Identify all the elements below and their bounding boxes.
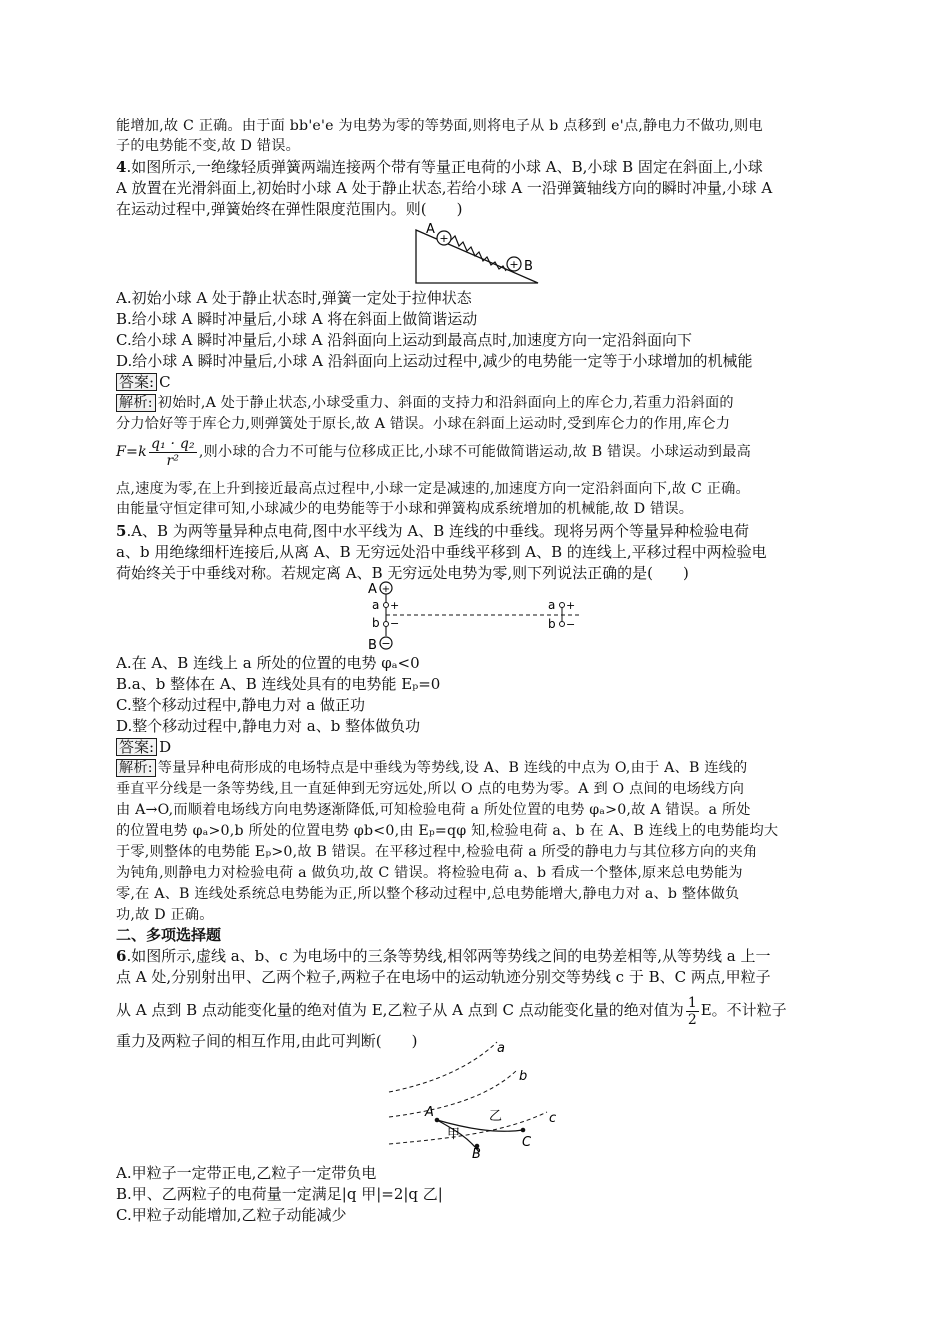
- q5-analysis-line-8: 功,故 D 正确。: [116, 907, 214, 923]
- label-jia: 甲: [447, 1127, 461, 1142]
- equipotential-a: [389, 1042, 497, 1092]
- q6-stem-line-3: 从 A 点到 B 点动能变化量的绝对值为 E,乙粒子从 A 点到 C 点动能变化量的绝对值为 $\frac{1}{2}$ E。不计粒子: [116, 994, 787, 1028]
- label-b: b: [519, 1069, 528, 1084]
- q5-analysis-line-3: 由 A→O,而顺着电场线方向电势逐渐降低,可知检验电荷 a 所处位置的电势 φₐ>0,故 A 错误。a 所处: [116, 802, 751, 818]
- label-B: B: [368, 638, 377, 653]
- label-A: A: [368, 582, 377, 597]
- plus-left: +: [390, 599, 400, 612]
- test-charge-b-right: [560, 622, 565, 627]
- answer-tag: 答案:: [116, 738, 157, 756]
- q5-option-d: D.整个移动过程中,静电力对 a、b 整体做负功: [116, 717, 421, 735]
- answer-value: C: [159, 373, 171, 391]
- q4-stem-line-1: 4.如图所示,一绝缘轻质弹簧两端连接两个带有等量正电荷的小球 A、B,小球 B 固定在斜面上,小球: [116, 158, 763, 176]
- q4-stem-line-3: 在运动过程中,弹簧始终在弹性限度范围内。则( ): [116, 200, 463, 218]
- label-C: C: [522, 1135, 532, 1150]
- q4-analysis-line-2: 分力恰好等于库仑力,则弹簧处于原长,故 A 错误。小球在斜面上运动时,受到库仑力的作用,库仑力: [116, 416, 731, 432]
- q4-option-d: D.给小球 A 瞬时冲量后,小球 A 沿斜面向上运动过程中,减少的电势能一定等于小球增加的机械能: [116, 352, 753, 370]
- charge-A-plus: +: [381, 584, 391, 595]
- q5-analysis-line-1: 解析: 等量异种电荷形成的电场特点是中垂线为等势线,设 A、B 连线的中点为 O,由于 A、B 连线的: [116, 758, 836, 778]
- test-charge-b-left: [384, 622, 389, 627]
- test-charge-a-left: [384, 603, 389, 608]
- label-b-right: b: [548, 617, 556, 631]
- point-A: [435, 1118, 440, 1123]
- q5-stem-line-1: 5.A、B 为两等量异种点电荷,图中水平线为 A、B 连线的中垂线。现将另两个等量异种检验电荷: [116, 522, 749, 540]
- q5-answer: [116, 737, 836, 757]
- section-heading: 二、多项选择题: [116, 926, 222, 944]
- label-a-left: a: [372, 598, 380, 612]
- minus-left: −: [390, 617, 400, 630]
- q5-analysis-line-5: 于零,则整体的电势能 Eₚ>0,故 B 错误。在平移过程中,检验电荷 a 所受的静电力与其位移方向的夹角: [116, 844, 758, 860]
- label-yi: 乙: [489, 1109, 503, 1124]
- prev-analysis-line-1: 能增加,故 C 正确。由于面 bb'e'e 为电势为零的等势面,则将电子从 b 点移到 e'点,静电力不做功,则电: [116, 118, 763, 134]
- q5-stem-line-2: a、b 用绝缘细杆连接后,从离 A、B 无穷远处沿中垂线平移到 A、B 的连线上,平移过程中两检验电: [116, 543, 767, 561]
- ball-b-plus: +: [509, 258, 519, 271]
- q5-option-b: B.a、b 整体在 A、B 连线处具有的电势能 Eₚ=0: [116, 675, 441, 693]
- q4-option-b: B.给小球 A 瞬时冲量后,小球 A 将在斜面上做简谐运动: [116, 310, 478, 328]
- charge-B-minus: −: [381, 637, 391, 650]
- q5-stem-line-3: 荷始终关于中垂线对称。若规定离 A、B 无穷远处电势为零,则下列说法正确的是( ): [116, 564, 689, 582]
- analysis-tag: 解析:: [116, 759, 156, 777]
- q5-analysis-line-2: 垂直平分线是一条等势线,且一直延伸到无穷远处,所以 O 点的电势为零。A 到 O 点间的电场线方向: [116, 781, 745, 797]
- q6-option-c: C.甲粒子动能增加,乙粒子动能减少: [116, 1206, 347, 1224]
- q6-number: 6: [116, 947, 127, 965]
- q5-analysis-line-7: 零,在 A、B 连线处系统总电势能为正,所以整个移动过程中,总电势能增大,静电力对 a、b 整体做负: [116, 886, 740, 902]
- test-charge-a-right: [560, 603, 565, 608]
- q4-option-a: A.初始小球 A 处于静止状态时,弹簧一定处于拉伸状态: [116, 289, 472, 307]
- q4-analysis-line-1: 解析: 初始时,A 处于静止状态,小球受重力、斜面的支持力和沿斜面向上的库仑力,若重力沿斜面的: [116, 393, 836, 413]
- label-a: a: [497, 1041, 505, 1056]
- ball-a-plus: +: [439, 232, 449, 245]
- incline-triangle: [416, 230, 538, 283]
- q4-number: 4: [116, 158, 127, 176]
- q6-option-b: B.甲、乙两粒子的电荷量一定满足|q 甲|=2|q 乙|: [116, 1185, 443, 1203]
- q5-analysis-line-6: 为钝角,则静电力对检验电荷 a 做负功,故 C 错误。将检验电荷 a、b 看成一个整体,原来总电势能为: [116, 865, 743, 881]
- q5-analysis-line-4: 的位置电势 φₐ>0,b 所处的位置电势 φb<0,由 Eₚ=qφ 知,检验电荷 a、b 在 A、B 连线上的电势能均大: [116, 823, 779, 839]
- label-a: A: [426, 222, 435, 237]
- point-C: [521, 1128, 526, 1133]
- q4-answer: [116, 372, 836, 392]
- q4-option-c: C.给小球 A 瞬时冲量后,小球 A 沿斜面向上运动到最高点时,加速度方向一定沿斜面向下: [116, 331, 692, 349]
- label-c: c: [549, 1111, 557, 1126]
- analysis-tag: 解析:: [116, 394, 156, 412]
- q6-stem-line-4: 重力及两粒子间的相互作用,由此可判断( ): [116, 1032, 418, 1050]
- q4-stem-line-2: A 放置在光滑斜面上,初始时小球 A 处于静止状态,若给小球 A 一沿弹簧轴线方向的瞬时冲量,小球 A: [116, 179, 773, 197]
- spring: [451, 236, 506, 271]
- label-b: B: [524, 259, 533, 274]
- q4-incline-figure: [410, 218, 550, 288]
- half-fraction: $\frac{1}{2}$: [687, 994, 697, 1028]
- label-A: A: [425, 1105, 434, 1120]
- q5-option-a: A.在 A、B 连线上 a 所处的位置的电势 φₐ<0: [116, 654, 420, 672]
- q6-equipotential-figure: [385, 1040, 575, 1160]
- coulomb-fraction: $\frac{\text{q₁ · q₂}}{\text{r²}}$: [150, 435, 195, 469]
- plus-right: +: [566, 599, 576, 612]
- label-a-right: a: [548, 598, 556, 612]
- q4-analysis-line-5: 由能量守恒定律可知,小球减少的电势能等于小球和弹簧构成系统增加的机械能,故 D 错误。: [116, 501, 694, 517]
- q6-option-a: A.甲粒子一定带正电,乙粒子一定带负电: [116, 1164, 377, 1182]
- q5-number: 5: [116, 522, 127, 540]
- q5-option-c: C.整个移动过程中,静电力对 a 做正功: [116, 696, 365, 714]
- q6-stem-line-1: 6.如图所示,虚线 a、b、c 为电场中的三条等势线,相邻两等势线之间的电势差相等,从等势线 a 上一: [116, 947, 771, 965]
- q4-analysis-line-4: 点,速度为零,在上升到接近最高点过程中,小球一定是减速的,加速度方向一定沿斜面向下,故 C 正确。: [116, 481, 750, 497]
- answer-value: D: [159, 738, 172, 756]
- q4-analysis-line-3: F=k $\frac{\text{q₁ · q₂}}{\text{r²}}$ ,则小球的合力不可能与位移成正比,小球不可能做简谐运动,故 B 错误。小球运动到最高: [116, 435, 751, 469]
- answer-tag: 答案:: [116, 373, 157, 391]
- q6-stem-line-2: 点 A 处,分别射出甲、乙两个粒子,两粒子在电场中的运动轨迹分别交等势线 c 于 B、C 两点,甲粒子: [116, 968, 771, 986]
- q5-charges-figure: [366, 579, 596, 653]
- label-B: B: [472, 1147, 481, 1160]
- prev-analysis-line-2: 子的电势能不变,故 D 错误。: [116, 138, 300, 154]
- minus-right: −: [566, 618, 576, 631]
- label-b-left: b: [372, 616, 380, 630]
